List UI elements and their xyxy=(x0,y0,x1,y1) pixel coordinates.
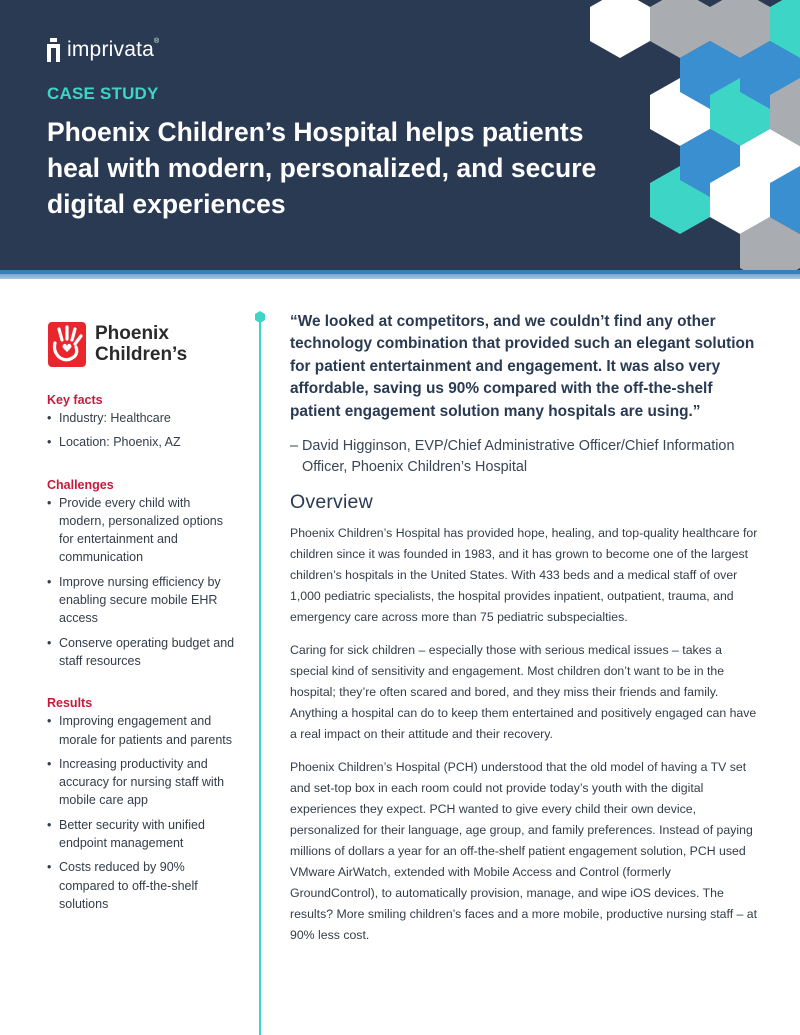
main-content xyxy=(290,311,760,958)
body-paragraph: Phoenix Children’s Hospital (PCH) understood that the old model of having a TV set and set-top box in each room could not provide today’s youth with the digital experiences they expect. PCH wanted to give every child their own device, personalized for their language, age group, and family preferences. Instead of paying millions of dollars a year for an off-the-shelf patient engagement solution, PCH used VMware AirWatch, extended with Mobile Access and Control (formerly GroundControl), to automatically provision, manage, and wipe iOS devices. The results? More smiling children’s faces and a more mobile, productive nursing staff – at 90% less cost. xyxy=(290,760,758,943)
list-item: • Increasing productivity and accuracy for nursing staff with mobile care app xyxy=(47,755,237,810)
list-item: • Location: Phoenix, AZ xyxy=(47,433,237,451)
body-paragraph: Phoenix Children’s Hospital has provided hope, healing, and top-quality healthcare for children since it was founded in 1983, and it has grown to become one of the largest children’s hospitals in the United States. With 433 beds and a medical staff of over 1,000 pediatric specialists, the hospital provides inpatient, outpatient, trauma, and emergency care across more than 75 pediatric subspecialties. xyxy=(290,526,758,625)
list-item: • Conserve operating budget and staff resources xyxy=(47,634,237,671)
pull-quote: “We looked at competitors, and we couldn’t find any other technology combination that provided such an elegant solution for patient entertainment and engagement. It was also very affordable, saving us 90% compared with the off-the-shelf patient engagement solution many hospitals are using.” xyxy=(290,313,755,420)
brand-wordmark xyxy=(95,323,187,365)
section-heading: Results xyxy=(47,696,93,711)
list-item: • Improving engagement and morale for patients and parents xyxy=(47,712,237,749)
column-divider xyxy=(259,318,261,1035)
list-item: • Provide every child with modern, personalized options for entertainment and communication xyxy=(47,494,237,567)
list-item: • Costs reduced by 90% compared to off-the-shelf solutions xyxy=(47,858,237,913)
logo-wordmark xyxy=(67,38,159,62)
results-section xyxy=(47,696,237,913)
hand-heart-icon xyxy=(47,319,87,369)
brand-line-1: Phoenix xyxy=(95,323,169,344)
logo-text: imprivata xyxy=(67,38,154,61)
imprivata-logo xyxy=(47,38,159,62)
hexagon-tile xyxy=(590,0,650,58)
section-heading: Challenges xyxy=(47,477,114,492)
overview-heading: Overview xyxy=(290,491,373,514)
imprivata-logo-icon xyxy=(47,38,60,62)
list-item: • Industry: Healthcare xyxy=(47,409,237,427)
body-paragraph: Caring for sick children – especially those with serious medical issues – takes a special kind of sensitivity and engagement. Most children don’t want to be in the hospital; they’re often scared and bored, and they miss their friends and family. Anything a hospital can do to keep them entertained and positively engaged can have a real impact on their attitude and their recovery. xyxy=(290,643,757,742)
brand-line-2: Children’s xyxy=(95,344,188,365)
key-facts-section xyxy=(47,393,237,452)
phoenix-childrens-logo xyxy=(47,318,237,370)
hexagon-bullet-icon xyxy=(255,311,265,323)
key-facts-list xyxy=(47,409,237,452)
results-list xyxy=(47,712,237,913)
sidebar xyxy=(47,318,237,919)
list-item: • Better security with unified endpoint management xyxy=(47,816,237,853)
page-title: Phoenix Children’s Hospital helps patients heal with modern, personalized, and secure digital experiences xyxy=(47,117,597,219)
cover-header xyxy=(0,0,800,270)
quote-attribution: – David Higginson, EVP/Chief Administrative Officer/Chief Information Officer, Phoenix Children’s Hospital xyxy=(290,438,735,476)
eyebrow-label: CASE STUDY xyxy=(47,84,159,103)
section-heading: Key facts xyxy=(47,393,103,407)
challenges-section xyxy=(47,478,237,671)
trademark-icon: ® xyxy=(154,38,160,45)
header-divider xyxy=(0,270,800,279)
list-item: • Improve nursing efficiency by enabling secure mobile EHR access xyxy=(47,573,237,628)
challenges-list xyxy=(47,494,237,671)
